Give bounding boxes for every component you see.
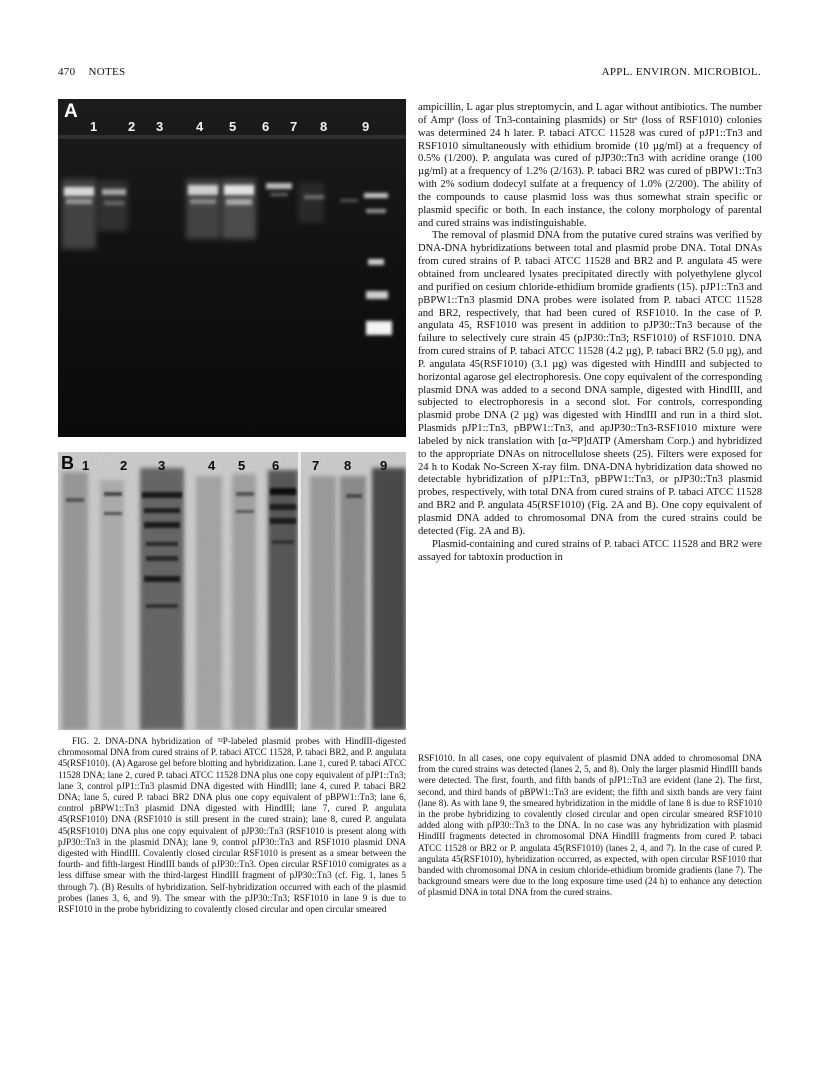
caption-text: FIG. 2. DNA-DNA hybridization of ³²P-labeled plasmid probes with HindIII-digested chromosomal DNA from cured strains of P. tabaci ATCC 11528, P. tabaci BR2, and P. angulata 45(RSF1010). (A) Agarose gel before blotting and hybridization. Lane 1, cured P. tabaci ATCC 11528 DNA; lane 2, cured P. tabaci ATCC 11528 DNA plus one copy equivalent of pJP1::Tn3; lane 3, control pJP1::Tn3 plasmid DNA digested with HindIII; lane 4, cured P. tabaci BR2 DNA; lane 5, cured P. tabaci BR2 DNA plus one copy equivalent of pBPW1::Tn3; lane 6, control pBPW1::Tn3 plasmid DNA digested with HindIII; lane 7, cured P. angulata 45(RSF1010) DNA (RSF1010 is still present in the cured strain); lane 8, cured P. angulata 45(RSF1010) DNA plus one copy equivalent of pJP30::Tn3 (RSF1010 is present along with pJP30::Tn3 in the plasmid DNA); lane 9, control pJP30::Tn3 and RSF1010 plasmid DNA digested with HindIII. Covalently closed circular RSF1010 is present as a smear between the fourth- and fifth-largest HindIII bands of pJP30::Tn3. Open circular RSF1010 comigrates as a less diffuse smear with the third-largest HindIII fragment of pJP30::Tn3 (cf. Fig. 1, lanes 5 through 7). (B) Results of hybridization. Self-hybridization occurred with each of the plasmid probes (lanes 3, 6, and 9). The smear with the pJP30::Tn3; RSF1010 in lane 9 is due to RSF1010 in the probe hybridizing to covalently closed circular and open circular smeared bbox=[58, 736, 406, 915]
lane-label: 1 bbox=[90, 119, 98, 134]
figure-panel-a bbox=[58, 99, 406, 437]
paragraph: Plasmid-containing and cured strains of P. tabaci ATCC 11528 and BR2 were assayed for tabtoxin production in bbox=[418, 538, 762, 563]
caption-text: RSF1010. In all cases, one copy equivalent of plasmid DNA added to chromosomal DNA from the cured strains was detected (lanes 2, 5, and 8). Only the larger plasmid HindIII bands were detected. The first, fourth, and fifth bands of pJP1::Tn3 are evident (lane 2). The first, second, and third bands of pBPW1::Tn3 are evident; the fifth and sixth bands are very faint (lane 8). As with lane 9, the smeared hybridization in the middle of lane 8 is due to RSF1010 in the probe hybridizing to covalently closed circular and open circular smeared RSF1010 added along with pJP30::Tn3 to the DNA. In no case was any hybridization with plasmid HindIII fragments detected in chromosomal DNA HindIII fragments from cured P. tabaci ATCC 11528 or BR2 or P. angulata 45(RSF1010) (lanes 2, 4, and 7). In the case of cured P. angulata 45(RSF1010), hybridization occurred, as expected, with open circular RSF1010 that banded with chromosomal DNA in cesium chloride-ethidium bromide gradients (lane 7). The background smears were due to the long exposure time used (24 h) to enhance any detection of plasmid DNA in total DNA from the cured strains. bbox=[418, 753, 762, 898]
section-name: NOTES bbox=[88, 66, 126, 78]
lane-label: 8 bbox=[344, 458, 352, 473]
lane-label: 7 bbox=[290, 119, 298, 134]
lane-label: 2 bbox=[120, 458, 128, 473]
lane-label: 7 bbox=[312, 458, 320, 473]
lane-label: 9 bbox=[362, 119, 370, 134]
lane-label: 4 bbox=[208, 458, 216, 473]
figure-caption bbox=[58, 736, 406, 915]
lane-label: 2 bbox=[128, 119, 136, 134]
autoradiograph bbox=[58, 452, 406, 730]
body-text-right-column bbox=[418, 102, 762, 564]
lane-label: 5 bbox=[238, 458, 246, 473]
lane-label: 9 bbox=[380, 458, 388, 473]
lane-label: 3 bbox=[158, 458, 166, 473]
lane-label: 3 bbox=[156, 119, 164, 134]
lane-label: 6 bbox=[262, 119, 270, 134]
journal-name: APPL. ENVIRON. MICROBIOL. bbox=[601, 66, 761, 78]
lane-label: 6 bbox=[272, 458, 280, 473]
panel-a-label: A bbox=[64, 101, 78, 122]
lane-label: 8 bbox=[320, 119, 328, 134]
paragraph: ampicillin, L agar plus streptomycin, and L agar without antibiotics. The number of Ampˢ (loss of Tn3-containing plasmids) or Strˢ (loss of RSF1010) colonies was determined 24 h later. P. tabaci ATCC 11528 was cured of pJP1::Tn3 and RSF1010 simultaneously with ethidium bromide (10 µg/ml) at a frequency of 0.5% (1/200). P. angulata was cured of pJP30::Tn3 with acridine orange (100 µg/ml) at a frequency of 1.2% (2/163). P. tabaci BR2 was cured of pBPW1::Tn3 with 2% sodium dodecyl sulfate at a frequency of 1.0% (2/200). The ability of the compounds to cause plasmid loss was thus somewhat strain specific or plasmid specific or both. In each instance, the colony morphology of parental and cured strains was indistinguishable. bbox=[418, 102, 762, 229]
lane-label: 1 bbox=[82, 458, 90, 473]
figure-caption-continued bbox=[418, 753, 762, 899]
lane-label: 4 bbox=[196, 119, 204, 134]
lane-label: 5 bbox=[229, 119, 237, 134]
gel-photo bbox=[58, 99, 406, 437]
figure-panel-b bbox=[58, 452, 406, 730]
running-header-left bbox=[58, 66, 125, 78]
panel-b-label: B bbox=[61, 453, 74, 473]
paragraph: The removal of plasmid DNA from the putative cured strains was verified by DNA-DNA hybridizations between total and plasmid probe DNA. Total DNAs from cured strains of P. tabaci ATCC 11528 and BR2 and P. angulata 45 were obtained from uncleared lysates precipitated directly with polyethylene glycol and purified on cesium chloride-ethidium bromide gradients (15). pJP1::Tn3 and pBPW1::Tn3 plasmid DNA probes were isolated from P. tabaci ATCC 11528 and BR2, respectively, that had been cured of RSF1010. In the case of P. angulata 45, RSF1010 was present in addition to pJP30::Tn3 because of the failure to selectively cure strain 45 (pJP30::Tn3; RSF1010) of RSF1010. DNA from cured strains of P. tabaci ATCC 11528 (4.2 µg), P. tabaci BR2 (5.0 µg), and P. angulata 45(RSF1010) (3.1 µg) was digested with HindIII and subjected to horizontal agarose gel electrophoresis. One copy equivalent of the corresponding plasmid DNA was added to a second DNA sample, digested with HindIII, and subjected to electrophoresis in a second slot. For controls, corresponding plasmid probe DNA (2 µg) was digested with HindIII and run in a third slot. Plasmids pJP1::Tn3, pBPW1::Tn3, and apJP30::Tn3-RSF1010 mixture were labeled by nick translation with [α-³²P]dATP (Amersham Corp.) and hybridized to the appropriate DNAs on nitrocellulose sheets (25). Filters were exposed for 24 h to Kodak No-Screen X-ray film. DNA-DNA hybridization data showed no detectable hybridization of pJP1::Tn3, pBPW1::Tn3, or pJP30::Tn3 plasmid probes, respectively, with total DNA from cured strains of P. tabaci ATCC 11528 and BR2 and P. angulata 45(RSF1010) (Fig. 2A and B). One copy equivalent of plasmid DNA added to chromosomal DNA from the cured strains could be detected (Fig. 2A and B). bbox=[418, 230, 762, 537]
page-number: 470 bbox=[58, 66, 76, 78]
